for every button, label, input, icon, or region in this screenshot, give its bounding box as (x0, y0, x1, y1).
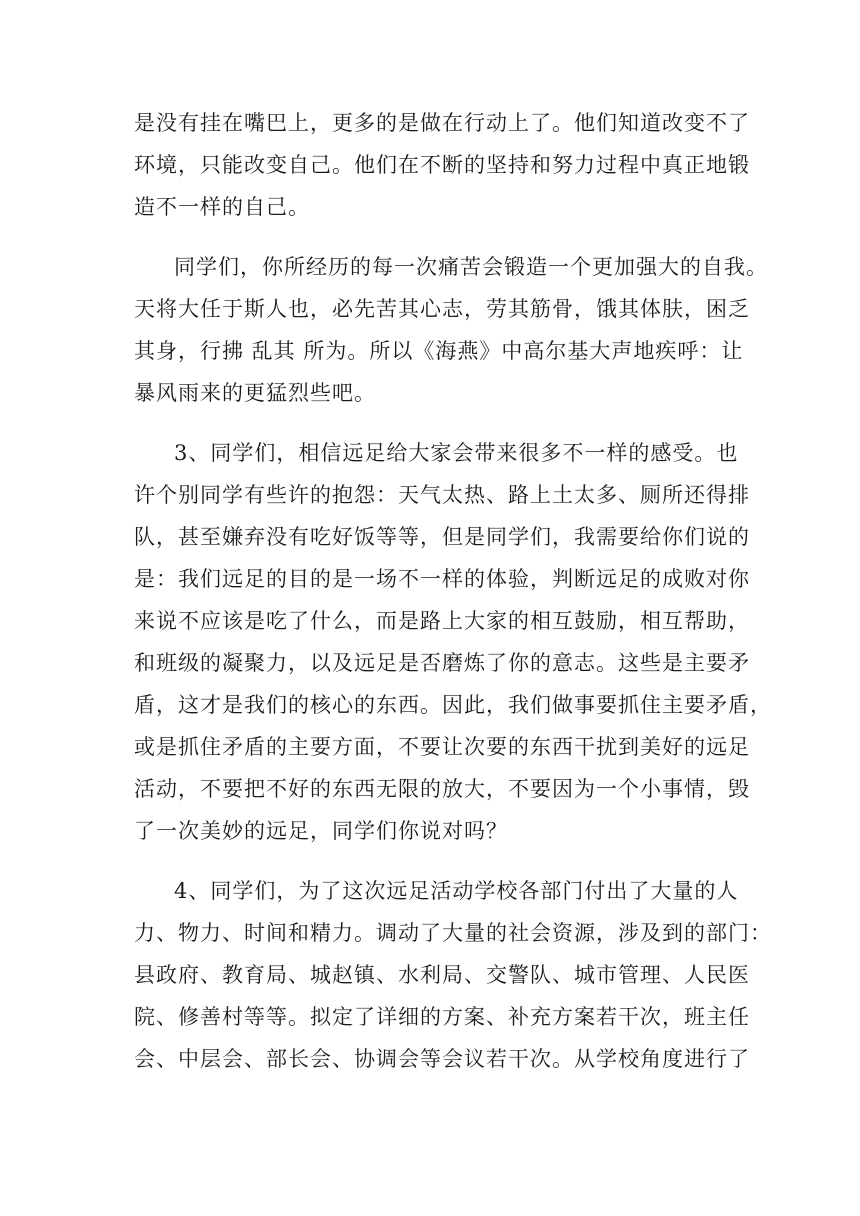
paragraph-p3 (134, 432, 772, 852)
text-line: 暴风雨来的更猛烈些吧。 (134, 381, 376, 405)
text-line: 许个别同学有些许的抱怨：天气太热、路上土太多、厕所还得排 (134, 483, 750, 507)
text-line: 环境，只能改变自己。他们在不断的坚持和努力过程中真正地锻 (134, 153, 750, 177)
paragraph-p2 (134, 246, 768, 414)
text-line: 天将大任于斯人也，必先苦其心志，劳其筋骨，饿其体肤，困乏 (134, 297, 750, 321)
paragraph-p4 (134, 870, 772, 1080)
text-line: 3、同学们，相信远足给大家会带来很多不一样的感受。也 (174, 441, 739, 465)
text-line: 队，甚至嫌弃没有吃好饭等等，但是同学们，我需要给你们说的 (134, 525, 750, 549)
text-line: 力、物力、时间和精力。调动了大量的社会资源，涉及到的部门： (134, 921, 772, 945)
text-line: 同学们，你所经历的每一次痛苦会锻造一个更加强大的自我。 (174, 255, 768, 279)
document-body (134, 102, 772, 1098)
paragraph-p1 (134, 102, 750, 228)
text-line: 4、同学们，为了这次远足活动学校各部门付出了大量的人 (174, 879, 739, 903)
text-line: 和班级的凝聚力，以及远足是否磨炼了你的意志。这些是主要矛 (134, 651, 750, 675)
text-line: 造不一样的自己。 (134, 195, 310, 219)
text-line: 是：我们远足的目的是一场不一样的体验，判断远足的成败对你 (134, 567, 750, 591)
text-line: 或是抓住矛盾的主要方面，不要让次要的东西干扰到美好的远足 (134, 735, 750, 759)
text-line: 县政府、教育局、城赵镇、水利局、交警队、城市管理、人民医 (134, 963, 750, 987)
text-line: 了一次美妙的远足，同学们你说对吗？ (134, 819, 508, 843)
text-line: 是没有挂在嘴巴上，更多的是做在行动上了。他们知道改变不了 (134, 111, 750, 135)
text-line: 活动，不要把不好的东西无限的放大，不要因为一个小事情，毁 (134, 777, 750, 801)
text-line: 院、修善村等等。拟定了详细的方案、补充方案若干次，班主任 (134, 1005, 750, 1029)
text-line: 会、中层会、部长会、协调会等会议若干次。从学校角度进行了 (134, 1047, 750, 1071)
text-line: 来说不应该是吃了什么，而是路上大家的相互鼓励，相互帮助， (134, 609, 750, 633)
text-line: 其身，行拂 乱其 所为。所以《海燕》中高尔基大声地疾呼：让 (134, 339, 744, 363)
text-line: 盾，这才是我们的核心的东西。因此，我们做事要抓住主要矛盾， (134, 693, 772, 717)
